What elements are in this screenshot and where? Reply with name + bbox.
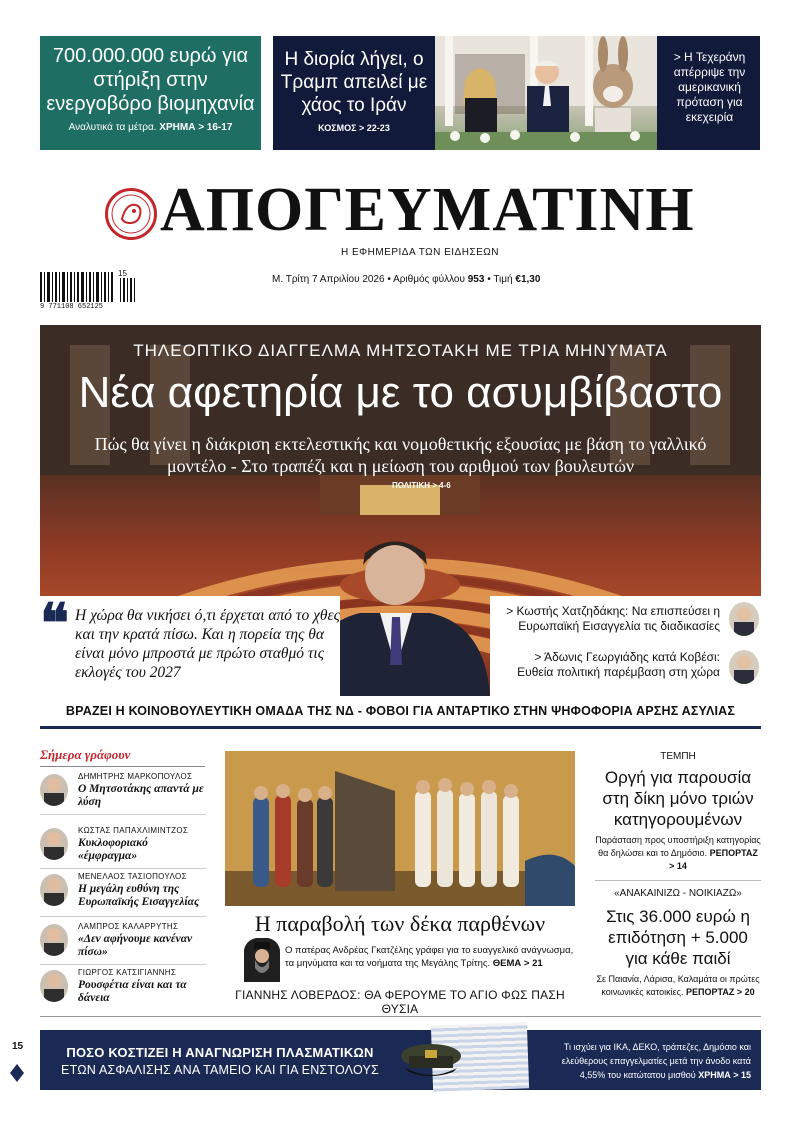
side-item-chatzidakis[interactable] [500, 604, 720, 634]
page-number: 15 [12, 1041, 24, 1052]
ten-virgins-painting[interactable] [225, 751, 575, 906]
avatar-tasiopoulos [40, 874, 68, 906]
columnist-title: Ρουσφέτια είναι και τα δάνεια [78, 979, 187, 1004]
columnist-item[interactable] [40, 868, 206, 917]
side-item-georgiadis-text: > Άδωνις Γεωργιάδης κατά Κοβέσι: Ευθεία πολιτική παρέμβαση στη χώρα [517, 650, 720, 679]
pension-banner-line2: ΕΤΩΝ ΑΣΦΑΛΙΣΗΣ ΑΝΑ ΤΑΜΕΙΟ ΚΑΙ ΓΙΑ ΕΝΣΤΟΛΟΥΣ [61, 1063, 379, 1077]
avatar-katsigiannis [40, 970, 68, 1002]
avatar-chatzidakis [729, 602, 759, 636]
tempi-kicker: ΤΕΜΠΗ [660, 751, 696, 762]
issue-date: Μ. Τρίτη 7 Απριλίου 2026 • Αριθμός φύλλου [272, 274, 465, 285]
side-item-chatzidakis-text: > Κωστής Χατζηδάκης: Να επισπεύσει η Ευρωπαϊκή Εισαγγελία τις διαδικασίες [506, 604, 720, 633]
columnist-author: ΔΗΜΗΤΡΗΣ ΜΑΡΚΟΠΟΥΛΟΣ [78, 772, 193, 781]
avatar-priest [244, 938, 280, 982]
hero-headline: Νέα αφετηρία με το ασυμβίβαστο [78, 368, 723, 417]
housing-headline[interactable]: Στις 36.000 ευρώ η επιδότηση + 5.000 για κάθε παιδί [606, 907, 750, 968]
teaser-trump-headline: Η διορία λήγει, ο Τραμπ απειλεί με χάος το Ιράν [280, 49, 428, 116]
columnist-item[interactable] [40, 822, 206, 869]
teaser-trump-iran[interactable] [273, 36, 760, 150]
columnist-author: ΜΕΝΕΛΑΟΣ ΤΑΣΙΟΠΟΥΛΟΣ [78, 872, 187, 881]
emblem-icon [108, 191, 154, 237]
teaser-trump-text [273, 36, 435, 150]
hero-quote-text: Η χώρα θα νικήσει ό,τι έρχεται από το χθες και την κρατά πίσω. Και η πορεία της θα είναι μόνο μπροστά με πρώτο σταθμό τις εκλογές του 2027 [75, 607, 340, 681]
barcode-addon: 15 [118, 269, 127, 278]
hero-side-links [490, 596, 761, 696]
avatar-georgiadis [729, 650, 759, 684]
right-column-divider [595, 880, 761, 881]
quote-mark-icon: ❝ [40, 594, 70, 654]
masthead-subtitle: Η ΕΦΗΜΕΡΙΔΑ ΤΩΝ ΕΙΔΗΣΕΩΝ [340, 247, 499, 258]
housing-kicker: «ΑΝΑΚΑΙΝΙΖΩ - ΝΟΙΚΙΑΖΩ» [614, 888, 742, 899]
military-cap-icon [395, 1038, 465, 1082]
columnist-author: ΚΩΣΤΑΣ ΠΑΠΑΧΛΙΜΙΝΤΖΟΣ [78, 826, 189, 835]
price: €1,30 [515, 274, 541, 285]
nd-banner[interactable]: ΒΡΑΖΕΙ Η ΚΟΙΝΟΒΟΥΛΕΥΤΙΚΗ ΟΜΑΔΑ ΤΗΣ ΝΔ - ΦΟΒΟΙ ΓΙΑ ΑΝΤΑΡΤΙΚΟ ΣΤΗΝ ΨΗΦΟΦΟΡΙΑ ΑΡΣΗΣ ΑΣΥΛΙΑΣ [65, 704, 736, 718]
columnist-title: «Δεν αφήνουμε κανέναν πίσω» [78, 933, 193, 958]
newspaper-logo-emblem [105, 188, 157, 240]
pension-banner-line1: ΠΟΣΟ ΚΟΣΤΙΖΕΙ Η ΑΝΑΓΝΩΡΙΣΗ ΠΛΑΣΜΑΤΙΚΩΝ [66, 1045, 374, 1060]
masthead-title: ΑΠΟΓΕΥΜΑΤΙΝΗ [160, 176, 695, 244]
teaser-energy-sub: Αναλυτικά τα μέτρα. ΧΡΗΜΑ > 16-17 [68, 122, 233, 133]
hero-page-ref: ΠΟΛΙΤΙΚΗ > 4-6 [392, 481, 451, 490]
teaser-trump-photo [435, 36, 657, 150]
loverdos-headline[interactable]: ΓΙΑΝΝΗΣ ΛΟΒΕΡΔΟΣ: ΘΑ ΦΕΡΟΥΜΕ ΤΟ ΑΓΙΟ ΦΩΣ ΠΑΣΗ ΘΥΣΙΑ [235, 988, 565, 1016]
columnist-title: Κυκλοφοριακό «έμφραγμα» [78, 837, 148, 862]
today-write-heading: Σήμερα γράφουν [40, 747, 205, 767]
avatar-papachlimintzos [40, 828, 68, 860]
hero-kicker: ΤΗΛΕΟΠΤΙΚΟ ΔΙΑΓΓΕΛΜΑ ΜΗΤΣΟΤΑΚΗ ΜΕ ΤΡΙΑ ΜΗΝΥΜΑΤΑ [133, 341, 668, 360]
avatar-kalarrytis [40, 924, 68, 956]
columnist-item[interactable] [40, 918, 206, 965]
tempi-text: Παράσταση προς υποστήριξη κατηγορίας θα δηλώσει και το Δημόσιο. ΡΕΠΟΡΤΑΖ > 14 [595, 835, 761, 871]
ten-virgins-headline[interactable]: Η παραβολή των δέκα παρθένων [254, 911, 546, 936]
bottom-divider [40, 1016, 761, 1017]
columnist-author: ΓΙΩΡΓΟΣ ΚΑΤΣΙΓΙΑΝΝΗΣ [78, 968, 177, 977]
icon-painting-image [225, 751, 575, 906]
columnist-item[interactable] [40, 768, 206, 815]
tempi-headline[interactable]: Οργή για παρουσία στη δίκη μόνο τριών κατηγορουμένων [602, 768, 754, 829]
teaser-energy-headline: 700.000.000 ευρώ για στήριξη στην ενεργοβόρο βιομηχανία [46, 45, 255, 115]
teaser-trump-ref: ΚΟΣΜΟΣ > 22-23 [318, 123, 390, 133]
issue-line [272, 274, 572, 285]
barcode-number: 9 771108 652125 [40, 303, 104, 311]
columnist-title: Η μεγάλη ευθύνη της Ευρωπαϊκής Εισαγγελίας [78, 883, 200, 908]
housing-text: Σε Παιανία, Λάρισα, Καλαμάτα οι πρώτες κοινωνικές κατοικίες. ΡΕΠΟΡΤΑΖ > 20 [596, 974, 760, 997]
columnist-title: Ο Μητσοτάκης απαντά με λύση [78, 783, 204, 808]
teaser-energy-industry[interactable] [40, 36, 261, 150]
price-label: • Τιμή [487, 274, 513, 285]
ten-virgins-text: Ο πατέρας Ανδρέας Γκατζέλης γράφει για το ευαγγελικό ανάγνωσμα, τα μηνύματα και τα νοήματα της Μεγάλης Τρίτης. ΘΕΜΑ > 21 [285, 945, 574, 969]
columnist-item[interactable] [40, 964, 206, 1010]
columnist-author: ΛΑΜΠΡΟΣ ΚΑΛΑΡΡΥΤΗΣ [78, 922, 179, 931]
diamond-icon [10, 1064, 24, 1082]
avatar-markopoulos [40, 774, 68, 806]
issue-number: 953 [467, 274, 485, 285]
side-item-georgiadis[interactable] [500, 650, 720, 680]
hero-quote [40, 596, 340, 696]
pension-banner-text: Τι ισχύει για ΙΚΑ, ΔΕΚΟ, τράπεζες, Δημόσιο και ελεύθερους επαγγελματίες μετά την άνοδο κατά 4,55% του κατώτατου μισθού ΧΡΗΜΑ > 15 [561, 1042, 751, 1080]
white-house-balcony-photo [435, 36, 657, 150]
pension-banner[interactable] [40, 1030, 761, 1090]
section-divider [40, 726, 761, 729]
hero-deck: Πώς θα γίνει η διάκριση εκτελεστικής και νομοθετικής εξουσίας με βάση το γαλλικό μοντέλο - Στο τραπέζι και η μείωση του αριθμού των βουλευτών [94, 434, 707, 476]
teaser-tehran-text: > Η Τεχεράνη απέρριψε την αμερικανική πρόταση για εκεχειρία [673, 50, 746, 124]
